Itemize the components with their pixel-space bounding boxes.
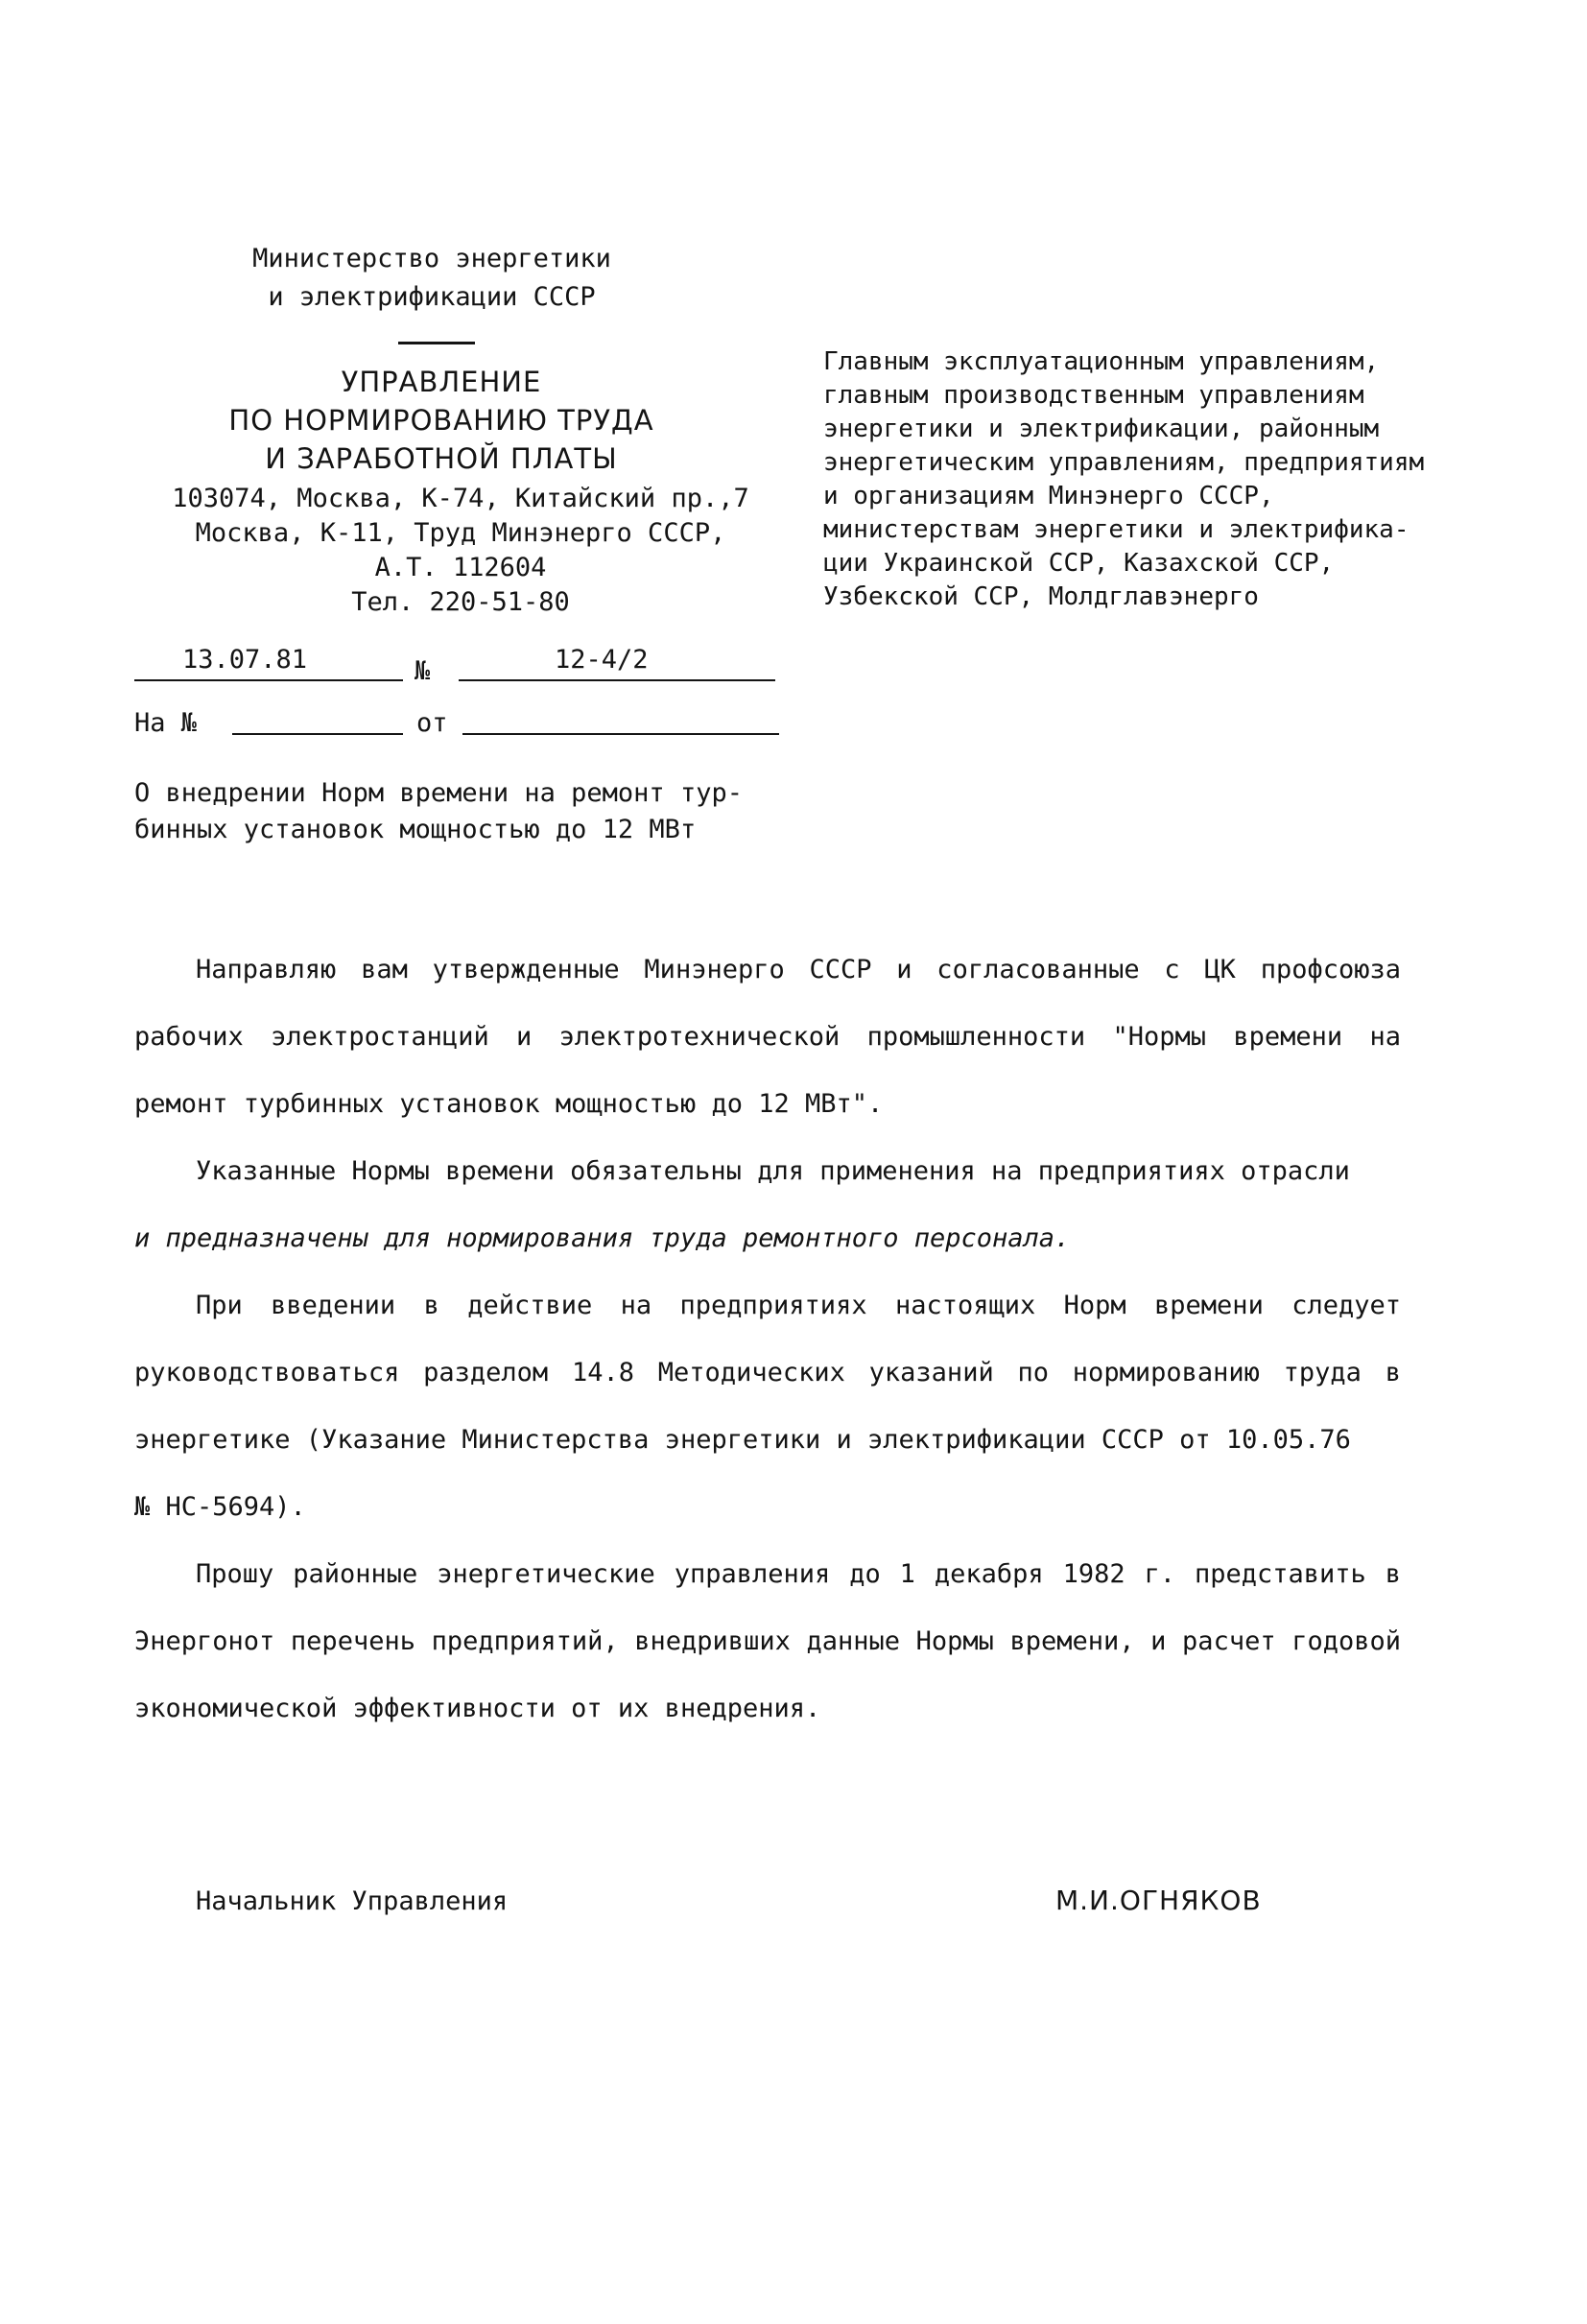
body-paragraph-2b: и предназначены для нормирования труда ремонтного персонала.	[134, 1223, 1071, 1253]
reply-date-underline	[462, 733, 779, 735]
letter-date: 13.07.81	[182, 645, 308, 675]
date-underline	[134, 679, 403, 681]
subject-line-2: бинных установок мощностью до 12 МВт	[134, 815, 697, 844]
number-label: №	[415, 656, 431, 686]
addressee-line: Главным эксплуатационным управлениям,	[823, 347, 1380, 376]
addressee-line: энергетическим управлениям, предприятиям	[823, 448, 1425, 477]
signatory-title: Начальник Управления	[196, 1886, 509, 1916]
body-paragraph-1: Направляю вам утвержденные Минэнерго СССР и согласованные с ЦК профсоюза рабочих электростанций и электротехнической промышленности "Нормы времени на ремонт турбинных установок мощностью до 12 МВт".	[134, 955, 1401, 1119]
department-line-1: УПРАВЛЕНИЕ	[341, 366, 542, 398]
body-paragraph-3a: При введении в действие на предприятиях настоящих Норм времени следует руководствоваться разделом 14.8 Методических указаний по нормированию труда в энергетике (Указание Министерства энергетики и электрификации СССР от 10.05.76	[134, 1291, 1401, 1455]
address-line-4: Тел. 220-51-80	[351, 587, 570, 617]
reply-from-label: от	[416, 708, 448, 738]
signatory-name: М.И.ОГНЯКОВ	[1055, 1885, 1262, 1916]
letter-subject	[134, 775, 806, 848]
department-line-3: И ЗАРАБОТНОЙ ПЛАТЫ	[265, 442, 618, 475]
letterhead-divider	[398, 342, 475, 344]
address-line-1: 103074, Москва, К-74, Китайский пр.,7	[172, 484, 749, 513]
subject-line-1: О внедрении Норм времени на ремонт тур-	[134, 778, 743, 808]
addressee-line: министерствам энергетики и электрифика-	[823, 515, 1409, 544]
reply-to-label: На №	[134, 708, 198, 738]
number-underline	[459, 679, 775, 681]
addressee-line: и организациям Минэнерго СССР,	[823, 482, 1274, 510]
ministry-line-2: и электрификации СССР	[268, 282, 596, 312]
addressee-line: главным производственным управлениям	[823, 381, 1364, 410]
ministry-name	[192, 240, 672, 317]
reply-number-underline	[232, 733, 403, 735]
department-line-2: ПО НОРМИРОВАНИЮ ТРУДА	[228, 404, 654, 437]
addressee-line: Узбекской ССР, Молдглавэнерго	[823, 582, 1259, 611]
addressee-block	[823, 345, 1533, 614]
department-address	[144, 482, 777, 620]
ministry-line-1: Министерство энергетики	[252, 244, 611, 273]
letter-body	[134, 937, 1401, 1743]
letter-number: 12-4/2	[555, 645, 649, 675]
addressee-line: ции Украинской ССР, Казахской ССР,	[823, 549, 1335, 578]
body-paragraph-3b: № НС-5694).	[134, 1492, 306, 1522]
department-name	[154, 363, 729, 478]
body-paragraph-4: Прошу районные энергетические управления до 1 декабря 1982 г. представить в Энергонот перечень предприятий, внедривших данные Нормы времени, и расчет годовой экономической эффективности от их внедрения.	[134, 1559, 1401, 1723]
address-line-3: А.Т. 112604	[374, 553, 547, 582]
body-paragraph-2a: Указанные Нормы времени обязательны для применения на предприятиях отрасли	[196, 1156, 1350, 1186]
address-line-2: Москва, К-11, Труд Минэнерго СССР,	[195, 518, 726, 548]
addressee-line: энергетики и электрификации, районным	[823, 415, 1380, 443]
